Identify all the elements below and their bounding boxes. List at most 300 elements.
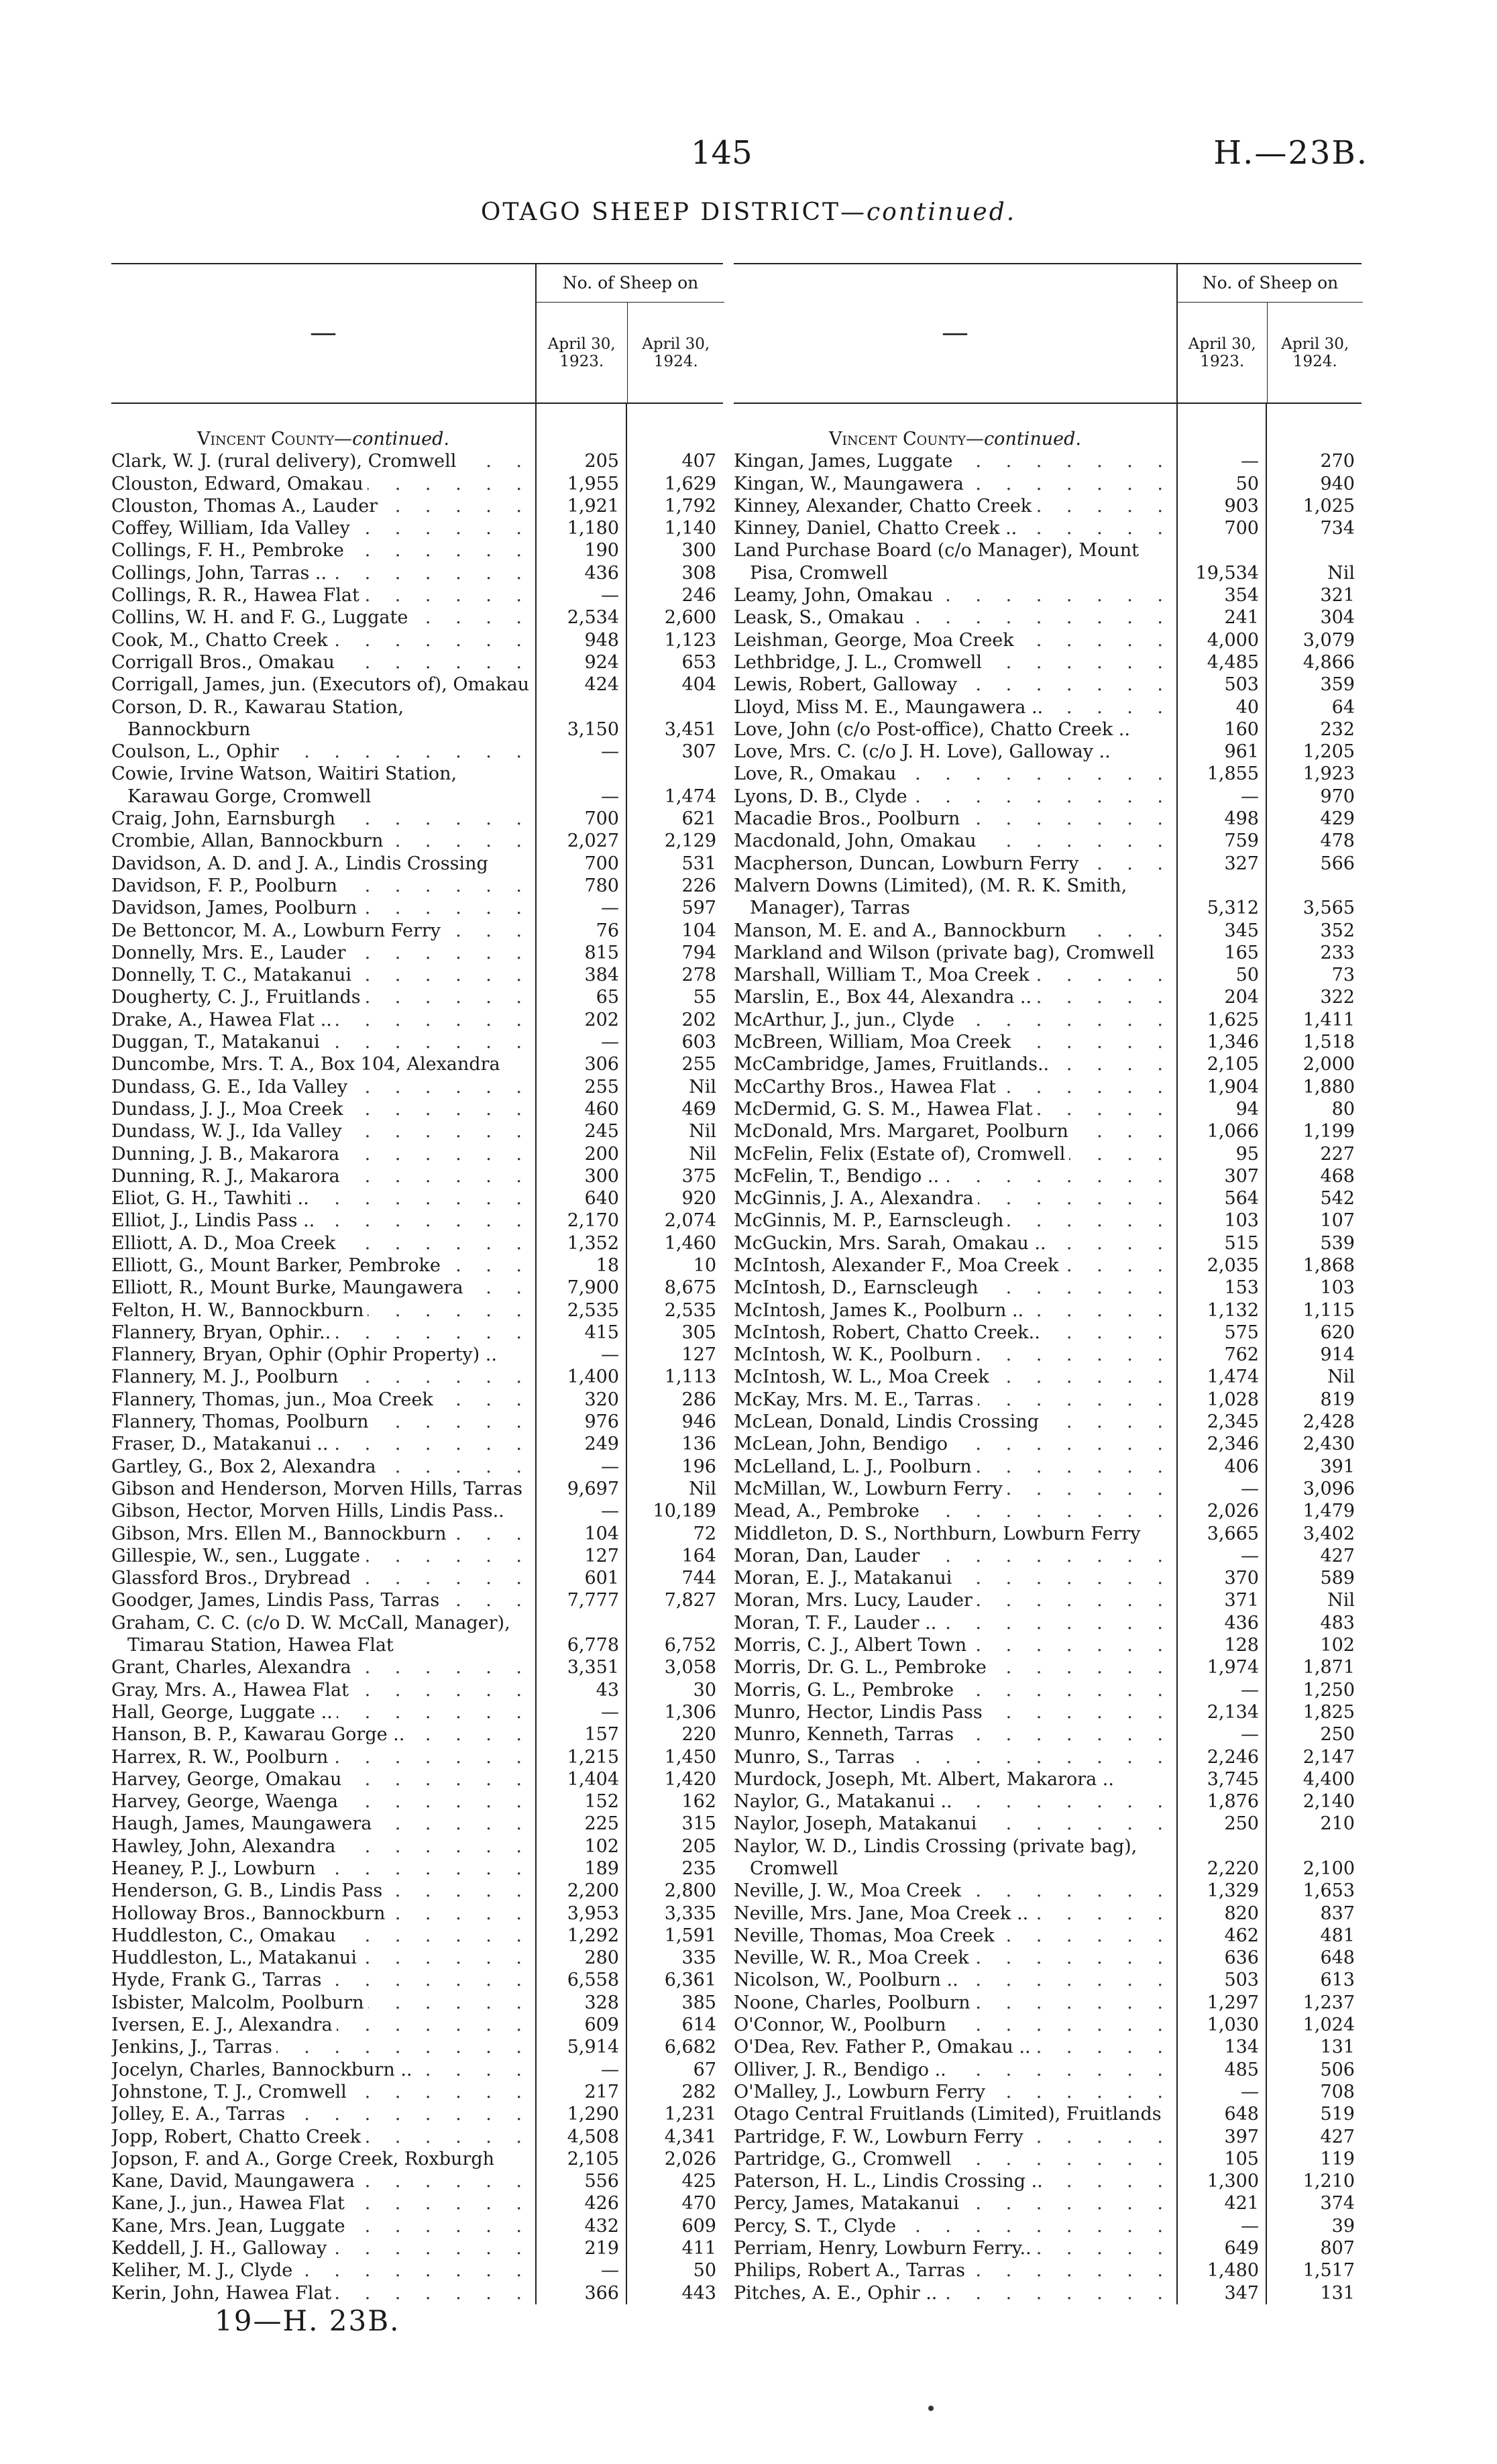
sheep-1923: 104: [584, 1523, 619, 1544]
holder-name-text: Clouston, Thomas A., Lauder: [111, 496, 382, 517]
holder-name-text: Harvey, George, Omakau: [111, 1769, 345, 1790]
holder-name-text: Gibson and Henderson, Morven Hills, Tarras: [111, 1478, 535, 1500]
sheep-1923: 2,027: [567, 831, 619, 852]
holder-name: [734, 1254, 1176, 1277]
holder-name-text: Huddleston, L., Matakanui: [111, 1947, 361, 1968]
holder-name: [111, 2126, 535, 2148]
sheep-1924: 1,231: [664, 2104, 716, 2125]
table-row: [734, 1366, 1362, 1388]
table-row: [111, 2126, 723, 2148]
sheep-1924: 205: [681, 1835, 716, 1857]
sheep-1924: 67: [693, 2059, 716, 2080]
sheep-1923: —: [1241, 2215, 1259, 2237]
holder-name: [111, 1478, 535, 1500]
table-row: [734, 853, 1362, 875]
sheep-1924: 914: [1320, 1344, 1355, 1366]
holder-name-text: Hyde, Frank G., Tarras: [111, 1970, 325, 1990]
right-table: [734, 263, 1362, 2304]
holder-name: [734, 741, 1176, 763]
holder-name: [734, 1746, 1176, 1768]
table-row: [111, 1925, 723, 1947]
holder-name: [111, 1433, 535, 1455]
holder-name-text: Love, Mrs. C. (c/o J. H. Love), Galloway ..: [734, 741, 1176, 763]
sheep-1923: 436: [1224, 1612, 1259, 1633]
holder-name: [111, 808, 535, 830]
holder-name: [111, 1120, 535, 1142]
holder-name-text: Flannery, Bryan, Ophir (Ophir Property) ..: [111, 1344, 535, 1366]
sheep-1923: 241: [1224, 607, 1259, 629]
table-row: [734, 718, 1362, 741]
sheep-1923: 2,105: [1207, 1054, 1259, 1075]
sheep-1924: 359: [1320, 674, 1355, 696]
holder-name: [734, 473, 1176, 495]
holder-name-text: McIntosh, W. L., Moa Creek: [734, 1367, 993, 1387]
holder-name: [111, 1165, 535, 1187]
table-row: [111, 1768, 723, 1790]
holder-name-text: McDermid, G. S. M., Hawea Flat: [734, 1099, 1037, 1120]
table-row: [111, 1679, 723, 1701]
holder-name: [734, 1589, 1176, 1611]
sheep-1924: 102: [1320, 1635, 1355, 1656]
table-row: [734, 986, 1362, 1008]
sheep-1924: Nil: [689, 1121, 716, 1142]
sheep-1923: 200: [584, 1143, 619, 1165]
holder-name-text: Kane, Mrs. Jean, Luggate: [111, 2216, 349, 2237]
holder-name-text: Otago Central Fruitlands (Limited), Fruitlands: [734, 2103, 1176, 2125]
table-row: [734, 2081, 1362, 2103]
table-row: [111, 1366, 723, 1388]
holder-name-text: Jopp, Robert, Chatto Creek: [111, 2127, 365, 2147]
holder-name-text: Leask, S., Omakau: [734, 607, 908, 628]
holder-name: [111, 2059, 535, 2081]
holder-name: [734, 942, 1176, 964]
sheep-1923: 3,953: [567, 1903, 619, 1924]
table-row: [734, 1723, 1362, 1746]
sheep-1924: 2,600: [664, 607, 716, 629]
sheep-1924: 162: [681, 1791, 716, 1813]
sheep-1923: 50: [1235, 473, 1259, 494]
table-row: [111, 1478, 723, 1500]
holder-name: [734, 830, 1176, 852]
holder-name-text: Middleton, D. S., Northburn, Lowburn Ferry: [734, 1523, 1176, 1545]
holder-name-text: Gibson, Hector, Morven Hills, Lindis Pass..: [111, 1500, 535, 1522]
holder-name-text: Davidson, A. D. and J. A., Lindis Crossing: [111, 853, 535, 875]
sheep-1923: 65: [596, 987, 619, 1008]
holder-name-text: Dougherty, C. J., Fruitlands: [111, 987, 365, 1008]
holder-name: [111, 2215, 535, 2237]
table-row: [734, 942, 1362, 964]
holder-name-text: Neville, W. R., Moa Creek: [734, 1947, 973, 1968]
holder-name-text: Paterson, H. L., Lindis Crossing ..: [734, 2171, 1047, 2192]
sheep-1923: 1,132: [1207, 1299, 1259, 1321]
sheep-1924: 307: [681, 741, 716, 763]
table-row: [734, 1433, 1362, 1455]
table-row: [734, 1322, 1362, 1344]
holder-name-text: Corrigall, James, jun. (Executors of), Omakau: [111, 674, 535, 696]
holder-name: [111, 1701, 535, 1723]
table-row: [111, 2215, 723, 2237]
table-row: [734, 2259, 1362, 2282]
table-row: [111, 1433, 723, 1455]
sheep-1924: 1,792: [664, 495, 716, 517]
sheep-1923: 1,030: [1207, 2015, 1259, 2036]
holder-name-text: Pitches, A. E., Ophir ..: [734, 2283, 941, 2304]
table-row: [111, 495, 723, 517]
sheep-1923: 3,745: [1207, 1768, 1259, 1790]
table-row: [111, 606, 723, 629]
sheep-1923: 780: [584, 875, 619, 896]
sheep-1923: 1,480: [1207, 2260, 1259, 2282]
sheep-1924: 407: [681, 451, 716, 472]
holder-name-text: Murdock, Joseph, Mt. Albert, Makarora ..: [734, 1768, 1176, 1790]
table-row: [734, 1746, 1362, 1768]
holder-name: [734, 1478, 1176, 1500]
holder-name-text: Perriam, Henry, Lowburn Ferry..: [734, 2238, 1036, 2259]
sheep-1924: 55: [693, 987, 716, 1008]
holder-name-text: Hanson, B. P., Kawarau Gorge ..: [111, 1724, 408, 1745]
sheep-1924: 744: [681, 1568, 716, 1589]
table-row: [734, 1567, 1362, 1589]
holder-name-text: Duncombe, Mrs. T. A., Box 104, Alexandra: [111, 1053, 535, 1075]
sheep-1924: 443: [681, 2282, 716, 2304]
sheep-1923: 6,558: [567, 1970, 619, 1991]
table-row: [734, 1098, 1362, 1120]
sheep-column-group: [535, 264, 724, 403]
table-row: [111, 1165, 723, 1187]
holder-name-text: Macdonald, John, Omakau: [734, 831, 981, 851]
sheep-1923: 2,534: [567, 607, 619, 629]
table-row: [734, 1389, 1362, 1411]
table-row: [734, 1545, 1362, 1567]
table-row: [734, 2282, 1362, 2304]
table-row: [734, 1790, 1362, 1813]
holder-name-text: Gray, Mrs. A., Hawea Flat: [111, 1680, 353, 1701]
holder-name-text: Love, R., Omakau: [734, 763, 900, 784]
sheep-1923: 575: [1224, 1322, 1259, 1343]
sheep-1924: 3,096: [1302, 1478, 1355, 1499]
sheep-1923: 415: [584, 1322, 619, 1343]
sheep-1923: 564: [1224, 1188, 1259, 1210]
sheep-1923: —: [601, 2260, 619, 2282]
table-row: [111, 741, 723, 763]
sheep-1923: 217: [584, 2081, 619, 2102]
holder-name-text: Jenkins, J., Tarras: [111, 2037, 276, 2057]
holder-name-text: Henderson, G. B., Lindis Pass: [111, 1880, 386, 1901]
sheep-1924: 282: [681, 2081, 716, 2102]
holder-name-text: Glassford Bros., Drybread: [111, 1568, 355, 1589]
holder-name: [111, 1969, 535, 1991]
holder-name: [734, 920, 1176, 942]
table-row: [111, 1031, 723, 1053]
holder-name: [111, 986, 535, 1008]
sheep-1923: 354: [1224, 585, 1259, 606]
holder-name: [111, 539, 535, 561]
table-row: [111, 1545, 723, 1567]
sheep-1924: Nil: [1327, 1590, 1355, 1611]
sheep-1924: 391: [1320, 1456, 1355, 1477]
sheep-1924: 2,428: [1302, 1411, 1355, 1433]
sheep-1924: 1,460: [664, 1232, 716, 1254]
table-row: [734, 1500, 1362, 1522]
sheep-1924: 427: [1320, 2126, 1355, 2147]
table-row: [111, 1456, 723, 1478]
holder-name-text: Partridge, G., Cromwell: [734, 2149, 955, 2170]
holder-name-text: Dunning, J. B., Makarora: [111, 1144, 343, 1165]
holder-name-text: Davidson, F. P., Poolburn: [111, 875, 341, 896]
sheep-1923: 76: [596, 920, 619, 941]
sheep-1924: 2,129: [664, 831, 716, 852]
holder-name-text: Lloyd, Miss M. E., Maungawera ..: [734, 697, 1047, 718]
sheep-1923: 636: [1224, 1947, 1259, 1969]
holder-name-text: Collings, F. H., Pembroke: [111, 540, 348, 561]
sheep-1924: 621: [681, 808, 716, 830]
sheep-1924: 1,205: [1302, 741, 1355, 763]
table-row: [111, 2192, 723, 2214]
holder-name-text: Flannery, M. J., Poolburn: [111, 1367, 342, 1387]
table-row: [734, 1009, 1362, 1031]
left-table: [111, 263, 723, 2304]
table-row: [734, 1478, 1362, 1500]
holder-name-text: Corrigall Bros., Omakau: [111, 652, 339, 673]
sheep-1924: Nil: [1327, 562, 1355, 584]
col-1923-header: April 30, 1923.: [1188, 335, 1256, 370]
holder-name-text: Eliot, G. H., Tawhiti ..: [111, 1188, 313, 1209]
holder-name: [734, 674, 1176, 696]
holder-name-text: O'Malley, J., Lowburn Ferry: [734, 2082, 989, 2102]
sheep-1924: 2,100: [1302, 1858, 1355, 1879]
sheep-1923: 2,105: [567, 2148, 619, 2170]
holder-name-text: Neville, Mrs. Jane, Moa Creek ..: [734, 1903, 1032, 1924]
holder-name-text: Love, John (c/o Post-office), Chatto Creek ..: [734, 718, 1176, 741]
table-row: [734, 1903, 1362, 1925]
holder-name-text: McGinnis, J. A., Alexandra: [734, 1188, 978, 1209]
holder-name-text: Jolley, E. A., Tarras: [111, 2104, 289, 2125]
holder-name: [734, 1232, 1176, 1254]
sheep-1924: 3,079: [1302, 629, 1355, 651]
holder-name: [111, 1389, 535, 1411]
holder-name-text: Corson, D. R., Kawarau Station, Bannockburn: [111, 696, 535, 741]
sheep-1923: 961: [1224, 741, 1259, 763]
sheep-1924: 300: [681, 540, 716, 561]
sheep-1924: 1,250: [1302, 1679, 1355, 1701]
table-row: [734, 1880, 1362, 1902]
table-row: [111, 1723, 723, 1746]
holder-name-text: Gibson, Mrs. Ellen M., Bannockburn: [111, 1523, 450, 1544]
sheep-1923: —: [601, 2059, 619, 2080]
sheep-1923: 820: [1224, 1903, 1259, 1924]
sheep-1923: 1,855: [1207, 763, 1259, 785]
table-row: [111, 1656, 723, 1678]
sheep-1924: 127: [681, 1344, 716, 1366]
table-row: [111, 539, 723, 561]
holder-name: [734, 2215, 1176, 2237]
sheep-1923: 1,066: [1207, 1121, 1259, 1142]
table-row: [111, 1992, 723, 2014]
holder-name-text: Kerin, John, Hawea Flat: [111, 2283, 335, 2304]
sheep-1923: 609: [584, 2015, 619, 2036]
holder-name-text: Harrex, R. W., Poolburn: [111, 1747, 332, 1768]
holder-name: [111, 1344, 535, 1366]
sheep-1923: 1,904: [1207, 1076, 1259, 1097]
holder-name: [734, 964, 1176, 986]
holder-name-text: Markland and Wilson (private bag), Cromwell: [734, 942, 1176, 964]
holder-name: [734, 1210, 1176, 1232]
table-row: [111, 1746, 723, 1768]
sheep-1924: 4,866: [1302, 651, 1355, 673]
holder-name: [734, 1679, 1176, 1701]
holder-name-text: Percy, James, Matakanui: [734, 2193, 963, 2214]
sheep-1923: 601: [584, 1568, 619, 1589]
sheep-1923: 255: [584, 1076, 619, 1097]
sheep-1923: 815: [584, 942, 619, 963]
sheep-1923: 700: [584, 808, 619, 830]
holder-name-text: Collings, John, Tarras ..: [111, 563, 331, 584]
holder-name: [111, 2259, 535, 2282]
sheep-1923: 503: [1224, 674, 1259, 696]
table-row: [734, 1053, 1362, 1075]
holder-name-text: Elliott, A. D., Moa Creek: [111, 1233, 339, 1254]
sheep-1923: 2,220: [1207, 1858, 1259, 1879]
sheep-1924: 164: [681, 1545, 716, 1566]
table-row: [734, 2215, 1362, 2237]
sheep-1923: 328: [584, 1992, 619, 2013]
holder-name: [111, 1835, 535, 1858]
sheep-1924: 1,140: [664, 518, 716, 539]
holder-name-text: Macadie Bros., Poolburn: [734, 808, 964, 829]
holder-name: [734, 606, 1176, 629]
holder-name: [734, 629, 1176, 651]
holder-name-text: Huddleston, C., Omakau: [111, 1925, 340, 1946]
sheep-1923: 384: [584, 965, 619, 986]
holder-name: [111, 2014, 535, 2036]
holder-name-text: Munro, Kenneth, Tarras: [734, 1724, 958, 1745]
sheep-1923: 1,404: [567, 1768, 619, 1790]
sheep-1924: 940: [1320, 473, 1355, 494]
sheep-1923: —: [1241, 1545, 1259, 1566]
sheep-1924: 478: [1320, 831, 1355, 852]
table-row: [111, 897, 723, 919]
holder-name-text: Gillespie, W., sen., Luggate: [111, 1546, 364, 1566]
sheep-1923: 205: [584, 451, 619, 472]
table-row: [734, 2126, 1362, 2148]
holder-name-text: Morris, G. L., Pembroke: [734, 1680, 958, 1701]
section-label: Vincent County—: [829, 429, 985, 449]
table-row: [111, 1500, 723, 1522]
sheep-1924: 1,123: [664, 629, 716, 651]
sheep-1924: 1,518: [1302, 1032, 1355, 1053]
holder-name: [734, 495, 1176, 517]
sheep-1923: 371: [1224, 1590, 1259, 1611]
sheep-1924: 104: [681, 920, 716, 941]
sheep-1923: —: [1241, 1478, 1259, 1499]
sheep-1924: 427: [1320, 1545, 1355, 1566]
holder-name-text: Marslin, E., Box 44, Alexandra ..: [734, 987, 1036, 1008]
sheep-1923: 3,665: [1207, 1523, 1259, 1544]
sheep-1923: 128: [1224, 1635, 1259, 1656]
sheep-1923: 347: [1224, 2282, 1259, 2304]
holder-name: [734, 2036, 1176, 2058]
sheep-1923: 498: [1224, 808, 1259, 830]
table-row: [734, 1344, 1362, 1366]
holder-name: [734, 2170, 1176, 2192]
sheep-1924: Nil: [1327, 1367, 1355, 1388]
holder-name-text: Duggan, T., Matakanui: [111, 1032, 324, 1053]
holder-name-text: Elliot, J., Lindis Pass ..: [111, 1210, 319, 1231]
sheep-1923: 4,508: [567, 2126, 619, 2147]
holder-name: [111, 1322, 535, 1344]
sheep-1923: 300: [584, 1165, 619, 1187]
holder-name-text: Donnelly, Mrs. E., Lauder: [111, 943, 349, 963]
print-mark: [928, 2406, 934, 2411]
sheep-1923: 306: [584, 1054, 619, 1075]
sheep-1923: 503: [1224, 1970, 1259, 1991]
sheep-group-label: No. of Sheep on: [1178, 264, 1363, 303]
holder-name: [734, 1835, 1176, 1880]
holder-name-text: Noone, Charles, Poolburn: [734, 1992, 975, 2013]
holder-name-text: McArthur, J., jun., Clyde: [734, 1010, 958, 1030]
sheep-1923: 102: [584, 1835, 619, 1857]
sheep-1924: 6,361: [664, 1970, 716, 1991]
sheep-1924: 1,450: [664, 1746, 716, 1768]
table-row: [734, 875, 1362, 920]
sheep-group-label: No. of Sheep on: [537, 264, 724, 303]
table-row: [111, 1969, 723, 1991]
holder-name-text: Davidson, James, Poolburn: [111, 898, 361, 918]
sheep-1923: 1,876: [1207, 1791, 1259, 1813]
sheep-1923: 1,329: [1207, 1880, 1259, 1902]
holder-name-text: Kingan, W., Maungawera: [734, 474, 968, 494]
sheep-1924: 468: [1320, 1165, 1355, 1187]
holder-name: [111, 1567, 535, 1589]
sheep-1923: 219: [584, 2238, 619, 2259]
holder-name-text: Lethbridge, J. L., Cromwell: [734, 652, 986, 673]
holder-name: [111, 562, 535, 584]
sheep-1924: 1,825: [1302, 1701, 1355, 1723]
table-row: [734, 450, 1362, 472]
sheep-1924: 131: [1320, 2282, 1355, 2304]
sheep-1924: 2,147: [1302, 1746, 1355, 1768]
section-continued: continued.: [352, 429, 449, 449]
sheep-1924: 131: [1320, 2037, 1355, 2058]
table-row: [734, 2014, 1362, 2036]
sheep-1923: —: [601, 786, 619, 807]
holder-name: [734, 1545, 1176, 1567]
holder-name-text: McCarthy Bros., Hawea Flat: [734, 1077, 1000, 1097]
holder-name-text: Kinney, Alexander, Chatto Creek: [734, 496, 1036, 517]
sheep-1924: 374: [1320, 2193, 1355, 2214]
sheep-1923: —: [1241, 1679, 1259, 1701]
table-row: [111, 473, 723, 495]
holder-name: [111, 1992, 535, 2014]
table-row: [734, 1656, 1362, 1678]
right-table-header: [734, 263, 1362, 404]
sheep-1923: 225: [584, 1813, 619, 1835]
holder-name: [734, 718, 1176, 741]
sheep-1924: 315: [681, 1813, 716, 1835]
table-row: [111, 964, 723, 986]
holder-name-text: Iversen, E. J., Alexandra: [111, 2015, 337, 2035]
holder-name-text: Flannery, Thomas, Poolburn: [111, 1411, 373, 1432]
sheep-1923: 50: [1235, 965, 1259, 986]
holder-name-text: Elliott, G., Mount Barker, Pembroke: [111, 1255, 445, 1276]
holder-name: [111, 1723, 535, 1746]
table-row: [111, 875, 723, 897]
table-row: [734, 2237, 1362, 2259]
col-1924-header: April 30, 1924.: [627, 303, 724, 403]
holder-name-text: O'Connor, W., Poolburn: [734, 2015, 950, 2035]
sheep-1924: 648: [1320, 1947, 1355, 1969]
holder-name: [734, 2259, 1176, 2282]
